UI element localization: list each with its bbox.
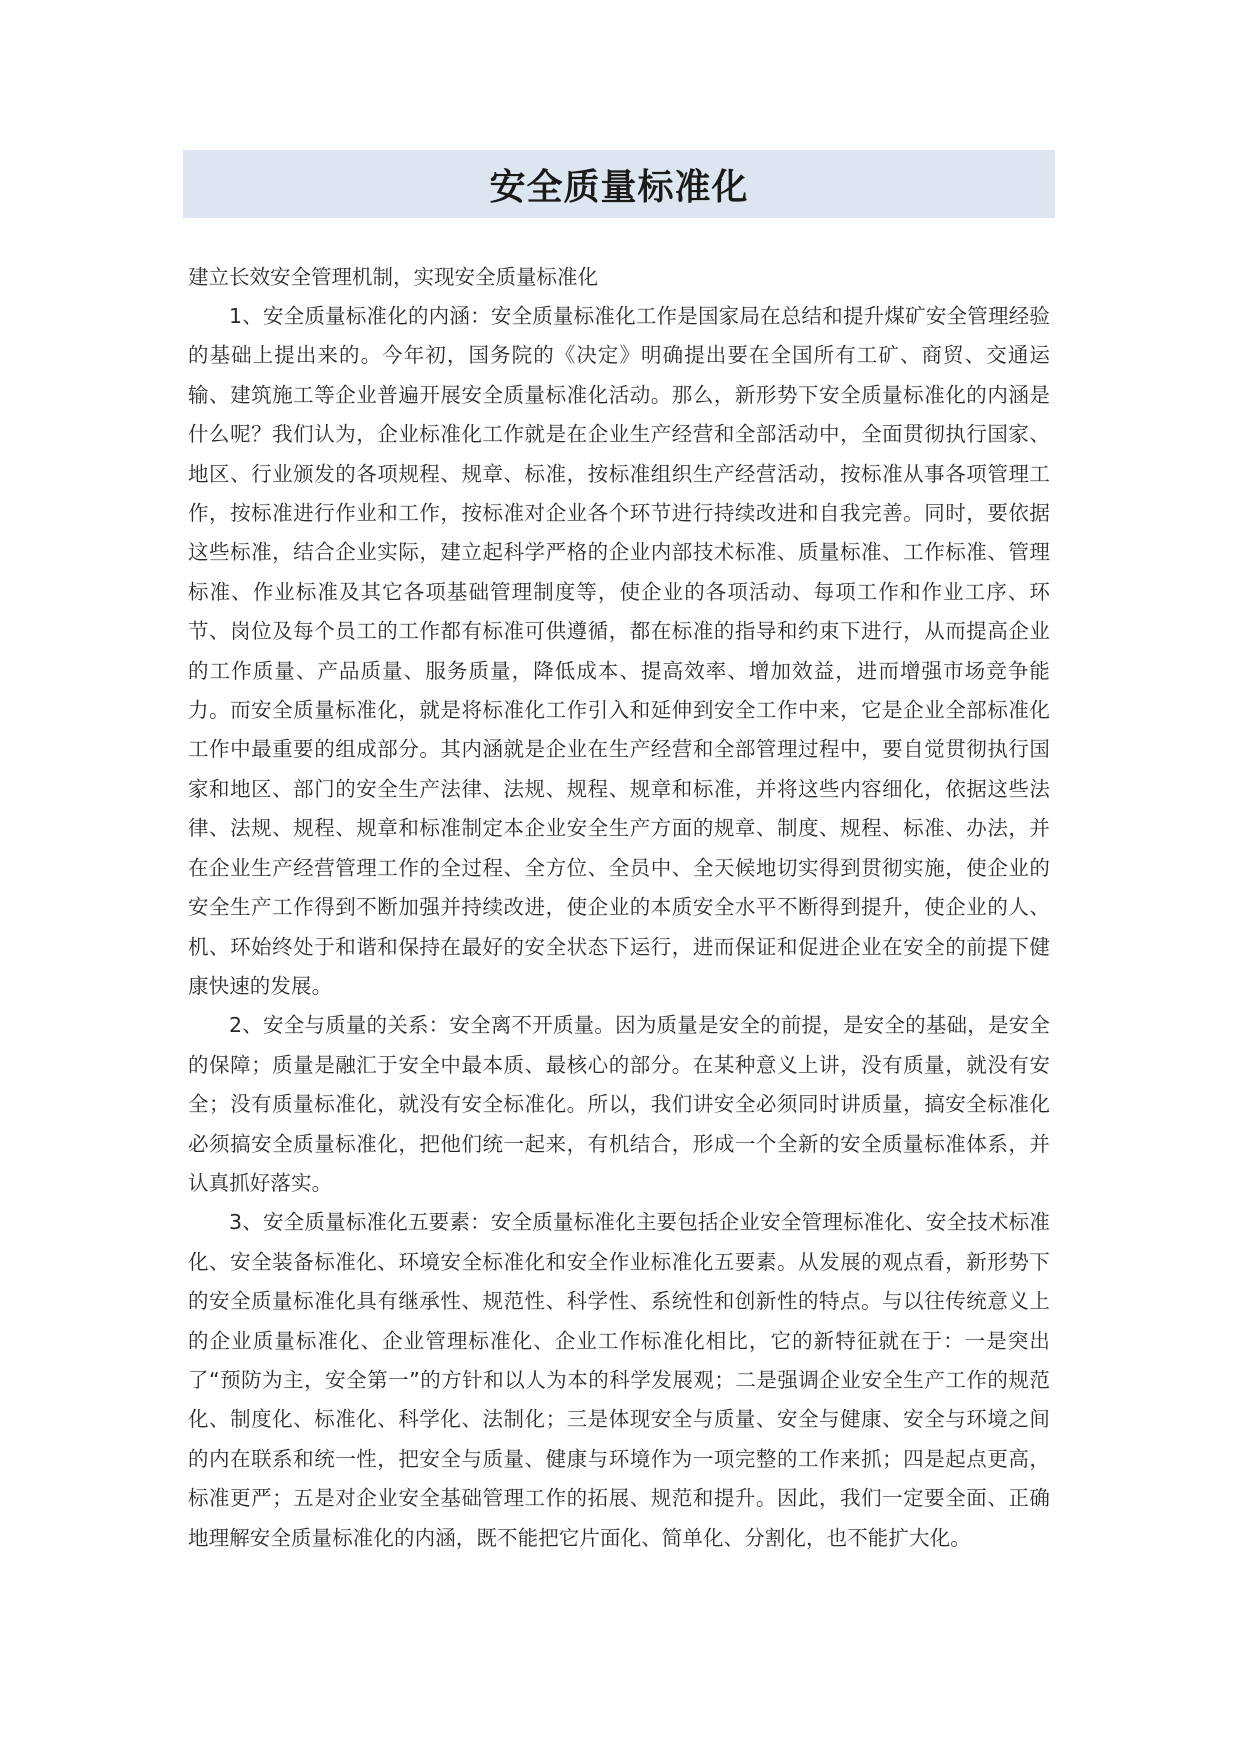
document-body [188, 258, 1050, 1558]
document-subtitle: 建立长效安全管理机制，实现安全质量标准化 [188, 265, 598, 289]
title-banner [183, 150, 1055, 218]
paragraph-2: 2、安全与质量的关系：安全离不开质量。因为质量是安全的前提，是安全的基础，是安全的保障；质量是融汇于安全中最本质、最核心的部分。在某种意义上讲，没有质量，就没有安全；没有质量标准化，就没有安全标准化。所以，我们讲安全必须同时讲质量，搞安全标准化必须搞安全质量标准化，把他们统一起来，有机结合，形成一个全新的安全质量标准体系，并认真抓好落实。 [188, 1013, 1050, 1195]
paragraph-3: 3、安全质量标准化五要素：安全质量标准化主要包括企业安全管理标准化、安全技术标准化、安全装备标准化、环境安全标准化和安全作业标准化五要素。从发展的观点看，新形势下的安全质量标准化具有继承性、规范性、科学性、系统性和创新性的特点。与以往传统意义上的企业质量标准化、企业管理标准化、企业工作标准化相比，它的新特征就在于：一是突出了“预防为主，安全第一”的方针和以人为本的科学发展观；二是强调企业安全生产工作的规范化、制度化、标准化、科学化、法制化；三是体现安全与质量、安全与健康、安全与环境之间的内在联系和统一性，把安全与质量、健康与环境作为一项完整的工作来抓；四是起点更高，标准更严；五是对企业安全基础管理工作的拓展、规范和提升。因此，我们一定要全面、正确地理解安全质量标准化的内涵，既不能把它片面化、简单化、分割化，也不能扩大化。 [188, 1210, 1050, 1550]
page-title: 安全质量标准化 [489, 166, 749, 208]
paragraph-1: 1、安全质量标准化的内涵：安全质量标准化工作是国家局在总结和提升煤矿安全管理经验的基础上提出来的。今年初，国务院的《决定》明确提出要在全国所有工矿、商贸、交通运输、建筑施工等企业普遍开展安全质量标准化活动。那么，新形势下安全质量标准化的内涵是什么呢？我们认为，企业标准化工作就是在企业生产经营和全部活动中，全面贯彻执行国家、地区、行业颁发的各项规程、规章、标准，按标准组织生产经营活动，按标准从事各项管理工作，按标准进行作业和工作，按标准对企业各个环节进行持续改进和自我完善。同时，要依据这些标准，结合企业实际，建立起科学严格的企业内部技术标准、质量标准、工作标准、管理标准、作业标准及其它各项基础管理制度等，使企业的各项活动、每项工作和作业工序、环节、岗位及每个员工的工作都有标准可供遵循，都在标准的指导和约束下进行，从而提高企业的工作质量、产品质量、服务质量，降低成本、提高效率、增加效益，进而增强市场竞争能力。而安全质量标准化，就是将标准化工作引入和延伸到安全工作中来，它是企业全部标准化工作中最重要的组成部分。其内涵就是企业在生产经营和全部管理过程中，要自觉贯彻执行国家和地区、部门的安全生产法律、法规、规程、规章和标准，并将这些内容细化，依据这些法律、法规、规程、规章和标准制定本企业安全生产方面的规章、制度、规程、标准、办法，并在企业生产经营管理工作的全过程、全方位、全员中、全天候地切实得到贯彻实施，使企业的安全生产工作得到不断加强并持续改进，使企业的本质安全水平不断得到提升，使企业的人、机、环始终处于和谐和保持在最好的安全状态下运行，进而保证和促进企业在安全的前提下健康快速的发展。 [188, 304, 1050, 998]
